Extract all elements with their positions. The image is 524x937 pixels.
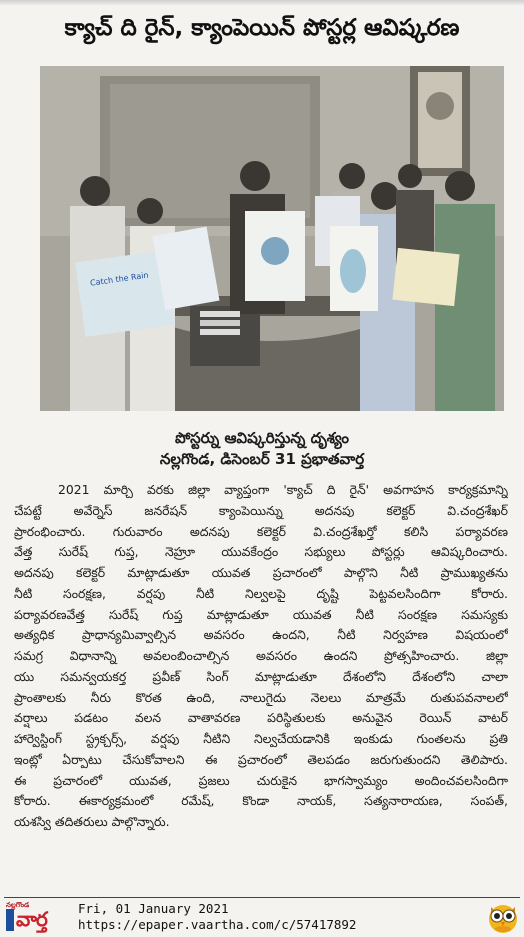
article-line: సమగ్ర విధానాన్ని అవలంబించాల్సిన అవసరం ఉందని ప్రోత్సహించారు. జిల్లా bbox=[14, 648, 508, 663]
logo-edition: నల్లగొండ bbox=[6, 901, 30, 909]
photo-caption bbox=[0, 428, 524, 470]
article-line: అదనపు కలెక్టర్ మాట్లాడుతూ యువత ప్రచారంలో పాల్గొని నీటి ప్రాముఖ్యతను bbox=[14, 565, 508, 580]
article-line: యు సమన్వయకర్త ప్రవీణ్ సింగ్ మాట్లాడుతూ దేశంలోని దేశంలోని చాలా bbox=[14, 668, 508, 684]
article-line: హార్వెస్టింగ్ స్ట్రక్చర్స్, వర్షపు నీటిని నిల్వచేయడానికి ఇంకుడు గుంతలను ప్రతి bbox=[14, 731, 508, 746]
article-line: ప్రారంభించారు. గురువారం అదనపు కలెక్టర్ వి.చంద్రశేఖర్తో కలిసి పర్యావరణ bbox=[14, 523, 508, 539]
article-line: యశస్వి తదితరులు పాల్గొన్నారు. bbox=[14, 814, 170, 829]
poster-left-title: Catch the Rain bbox=[89, 270, 150, 288]
article-line: చేపట్టే అవేర్నెస్ జనరేషన్ క్యాంపెయిన్ను అదనపు కలెక్టర్ వి.చంద్రశేఖర్ bbox=[14, 502, 508, 518]
article-line: 2021 మార్చి వరకు జిల్లా వ్యాప్తంగా 'క్యాచ్ ది రైన్' అవగాహన కార్యక్రమాన్ని bbox=[58, 482, 508, 497]
caption-line-1: పోస్టర్ను ఆవిష్కరిస్తున్న దృశ్యం bbox=[174, 429, 350, 447]
article-line: పర్యావరణవేత్త సురేష్ గుప్త మాట్లాడుతూ యువత నీటి సంరక్షణ సమస్యకు bbox=[14, 606, 508, 622]
footer-date: Fri, 01 January 2021 bbox=[78, 901, 229, 916]
footer-divider bbox=[4, 897, 520, 898]
article-line: అత్యధిక ప్రాధాన్యమివ్వాల్సిన అవసరం ఉందని, నీటి నిర్వహణ విషయంలో bbox=[14, 627, 508, 643]
article-line: కోరారు. ఈకార్యక్రమంలో రమేష్, కొండా నాయక్, సత్యనారాయణ, సంపత్, bbox=[14, 793, 508, 809]
footer-meta bbox=[78, 901, 356, 933]
article-line: ప్రాంతాలకు నీరు కొరత ఉంది, నాలుగైదు నెలలు మాత్రమే రుతుపవనాలలో bbox=[14, 689, 508, 705]
owl-icon bbox=[486, 898, 520, 934]
article-line: వేత్త సురేష్ గుప్త, నెహ్రూ యువకేంద్రం సభ్యులు పోస్టర్లు ఆవిష్కరించారు. bbox=[14, 544, 508, 560]
article-line: ఈ ప్రచారంలో యువత, ప్రజలు చురుకైన భాగస్వామ్యం అందించవలసిందిగా bbox=[14, 772, 508, 788]
headline: క్యాచ్ ది రైన్, క్యాంపెయిన్ పోస్టర్ల ఆవిష్కరణ bbox=[64, 15, 460, 41]
photo-illustration bbox=[40, 66, 504, 411]
news-photo bbox=[40, 66, 504, 411]
article-line: ఇంట్లో ఏర్పాటు చేసుకోవాలని ఈ ప్రచారంలో తెలపడం జరుగుతుందని తెలిపారు. bbox=[14, 751, 508, 767]
logo-wordmark: వార్త bbox=[16, 907, 47, 931]
article-line: నీటి సంరక్షణ, వర్షపు నీటి నిల్వలపై దృష్టి పెట్టవలసిందిగా కోరారు. bbox=[14, 585, 508, 601]
vaartha-logo bbox=[6, 901, 72, 933]
footer-url[interactable]: https://epaper.vaartha.com/c/57417892 bbox=[78, 917, 357, 932]
caption-line-2: నల్లగొండ, డిసెంబర్ 31 ప్రభాతవార్త bbox=[159, 450, 365, 468]
clipping-top-edge bbox=[0, 0, 524, 6]
logo-bar bbox=[6, 909, 14, 931]
article-line: వర్షాలు పడటం వలన వాతావరణ పరిస్థితులకు అనువైన రెయిన్ వాటర్ bbox=[14, 710, 508, 726]
article-body bbox=[14, 480, 508, 833]
